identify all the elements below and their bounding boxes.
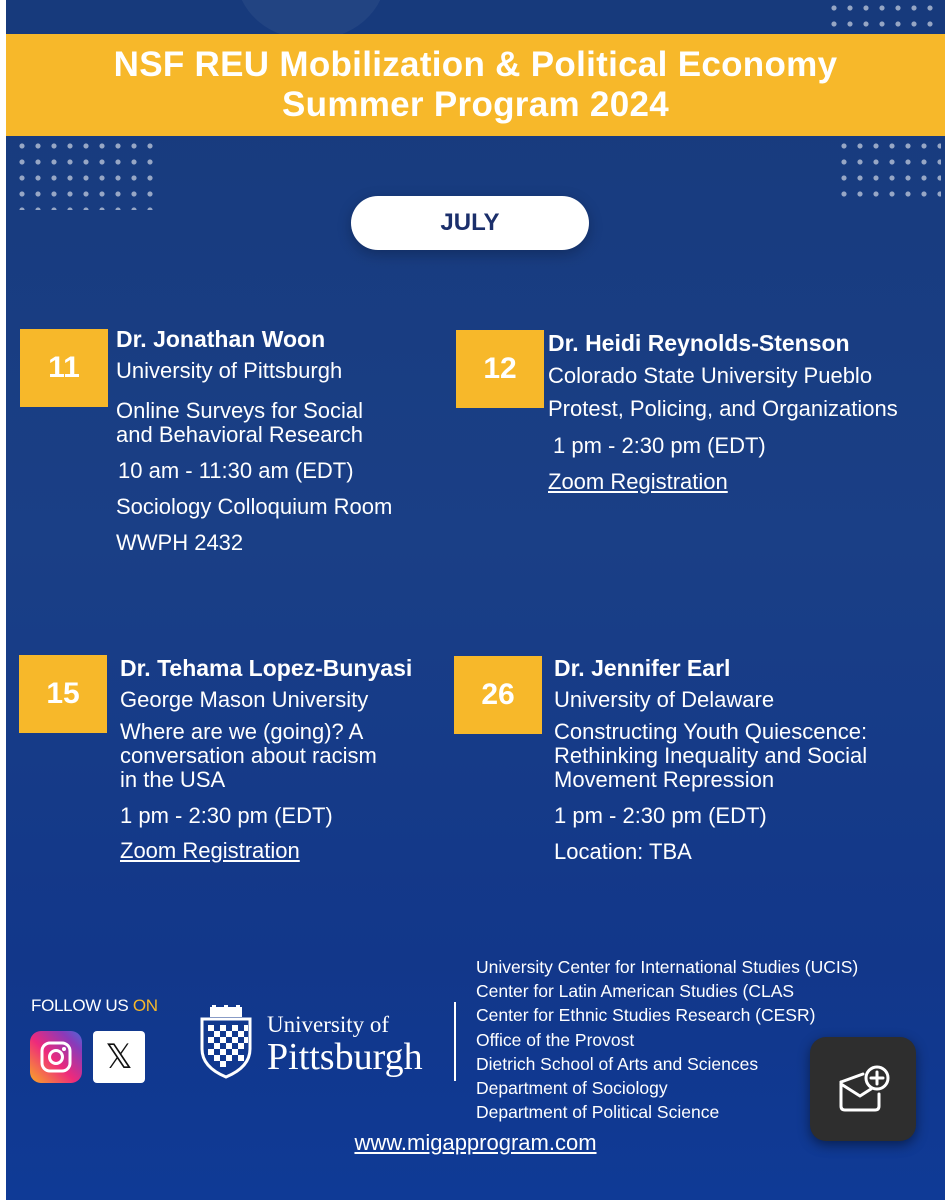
event-card [120,654,412,864]
footer-divider [454,1002,456,1081]
talk-title: Movement Repression [554,767,775,792]
event-location: WWPH 2432 [116,530,244,555]
event-time: 1 pm - 2:30 pm (EDT) [553,433,766,458]
sponsor-item: Office of the Provost [476,1029,635,1050]
university-logo-text [267,1013,423,1077]
event-date: 11 [20,329,108,407]
talk-title: Where are we (going)? A [120,719,364,744]
instagram-icon[interactable] [30,1031,82,1083]
zoom-registration-link[interactable]: Zoom Registration [120,838,300,863]
institution: University of Delaware [554,687,775,712]
decor-dots [826,0,936,32]
event-date: 26 [454,656,542,734]
event-card [548,329,898,495]
follow-us-text: FOLLOW US [31,996,133,1015]
decor-dots [836,138,941,200]
talk-title: Online Surveys for Social [116,398,363,423]
speaker-name: Dr. Jonathan Woon [116,326,326,352]
event-card [116,325,392,555]
x-glyph: 𝕏 [105,1037,133,1077]
month-label: JULY [351,196,589,250]
sponsor-item: Center for Latin American Studies (CLAS [476,981,795,1002]
pitt-shield-icon [196,1005,256,1079]
add-to-inbox-button[interactable] [810,1037,916,1141]
sponsor-item: University Center for International Studies (UCIS) [476,957,859,977]
event-date: 12 [456,330,544,408]
sponsor-item: Department of Sociology [476,1078,668,1099]
talk-title: and Behavioral Research [116,422,364,447]
university-line1: University of [267,1012,390,1037]
event-card [554,654,867,864]
event-date: 15 [19,655,107,733]
website-link[interactable]: www.migapprogram.com [354,1130,597,1155]
poster [6,0,945,1200]
follow-us-on: ON [132,996,158,1015]
follow-us-label [31,996,158,1016]
talk-title: in the USA [120,767,226,792]
university-line2: Pittsburgh [267,1036,423,1078]
sponsor-item: Department of Political Science [476,1102,720,1123]
talk-title: conversation about racism [120,743,377,768]
sponsor-list [476,955,858,1124]
x-icon[interactable] [93,1031,145,1083]
event-location: Location: TBA [554,839,692,864]
page-title-line1: NSF REU Mobilization & Political Economy [113,45,838,84]
event-location: Sociology Colloquium Room [116,494,393,519]
talk-title: Rethinking Inequality and Social [554,743,868,768]
instagram-glyph [39,1040,73,1074]
mail-add-icon [835,1064,891,1114]
event-time: 1 pm - 2:30 pm (EDT) [554,803,767,828]
talk-title: Protest, Policing, and Organizations [548,396,898,421]
speaker-name: Dr. Jennifer Earl [554,655,731,681]
institution: University of Pittsburgh [116,358,343,383]
sponsor-item: Dietrich School of Arts and Sciences [476,1053,759,1074]
institution: Colorado State University Pueblo [548,363,873,388]
event-time: 10 am - 11:30 am (EDT) [118,458,354,483]
title-banner [6,34,945,136]
zoom-registration-link[interactable]: Zoom Registration [548,469,728,494]
page-title-line2: Summer Program 2024 [282,85,669,124]
sponsor-item: Center for Ethnic Studies Research (CESR) [476,1005,816,1026]
decor-dots [14,138,154,210]
speaker-name: Dr. Tehama Lopez-Bunyasi [120,655,413,681]
talk-title: Constructing Youth Quiescence: [554,719,868,744]
event-time: 1 pm - 2:30 pm (EDT) [120,803,333,828]
institution: George Mason University [120,687,369,712]
speaker-name: Dr. Heidi Reynolds-Stenson [548,330,850,356]
